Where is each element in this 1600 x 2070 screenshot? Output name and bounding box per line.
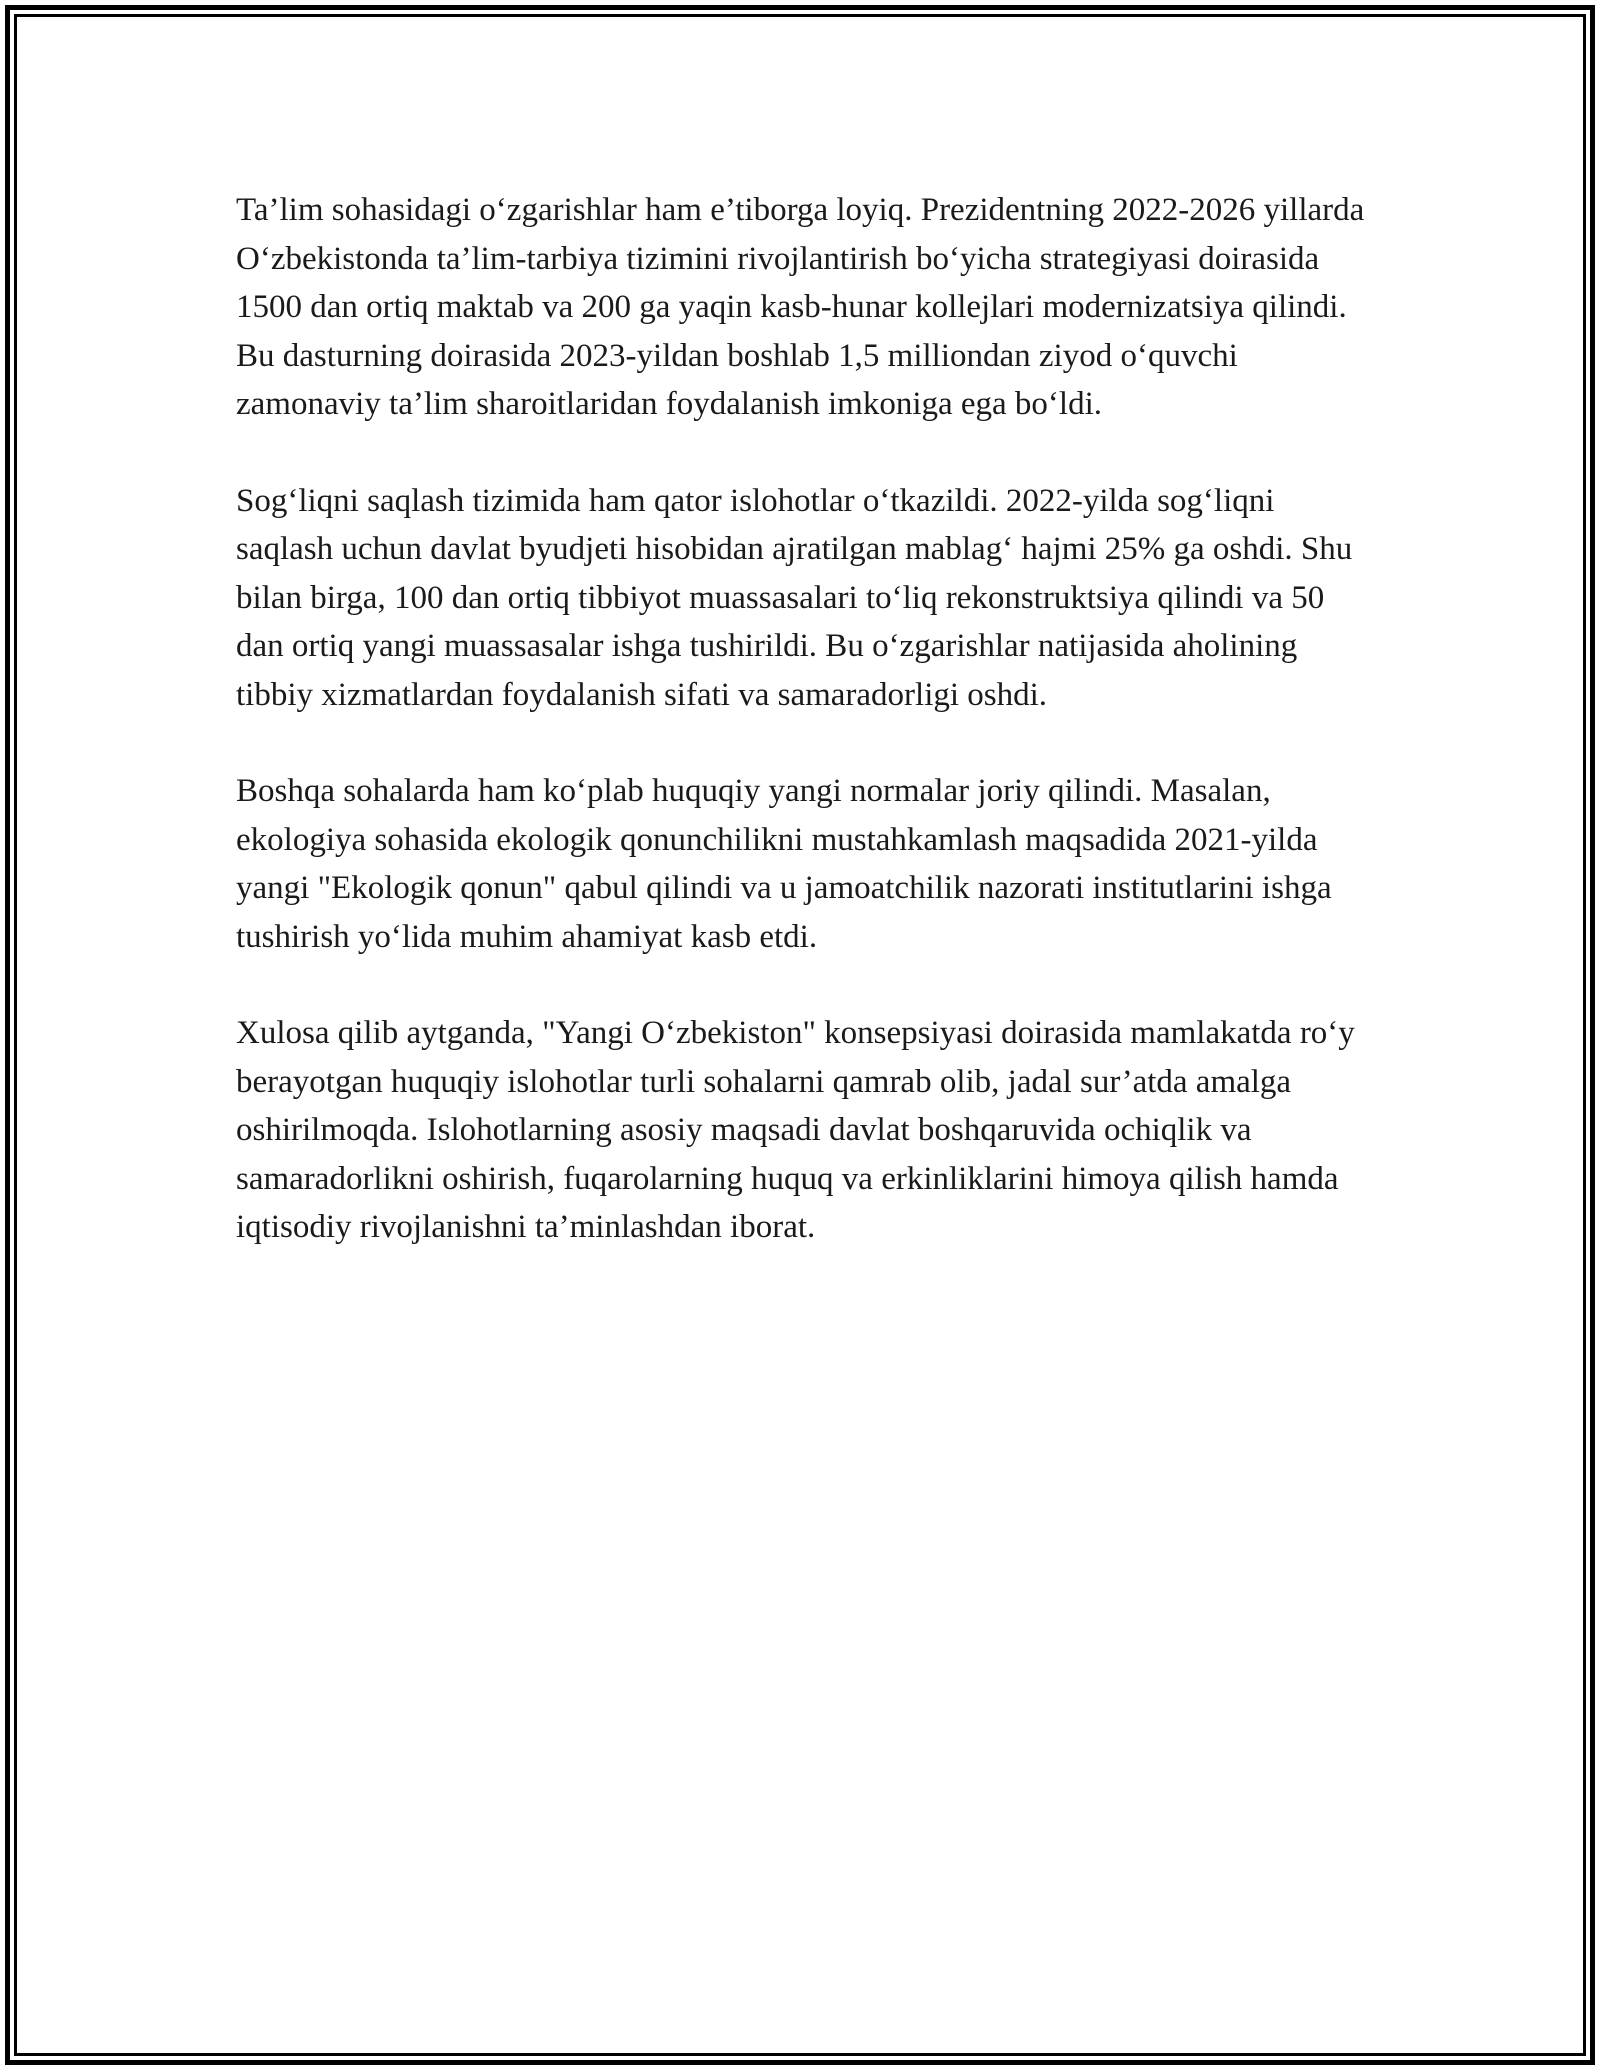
document-body: [236, 186, 1376, 1300]
paragraph-healthcare: Sog‘liqni saqlash tizimida ham qator islohotlar o‘tkazildi. 2022-yilda sog‘liqni saqlash uchun davlat byudjeti hisobidan ajratilgan mablag‘ hajmi 25% ga oshdi. Shu bilan birga, 100 dan ortiq tibbiyot muassasalari to‘liq rekonstruktsiya qilindi va 50 dan ortiq yangi muassasalar ishga tushirildi. Bu o‘zgarishlar natijasida aholining tibbiy xizmatlardan foydalanish sifati va samaradorligi oshdi.: [236, 482, 1353, 713]
paragraph-conclusion: Xulosa qilib aytganda, "Yangi O‘zbekiston" konsepsiyasi doirasida mamlakatda ro‘y berayotgan huquqiy islohotlar turli sohalarni qamrab olib, jadal sur’atda amalga oshirilmoqda. Islohotlarning asosiy maqsadi davlat boshqaruvida ochiqlik va samaradorlikni oshirish, fuqarolarning huquq va erkinliklarini himoya qilish hamda iqtisodiy rivojlanishni ta’minlashdan iborat.: [236, 1015, 1355, 1245]
paragraph-ecology: Boshqa sohalarda ham ko‘plab huquqiy yangi normalar joriy qilindi. Masalan, ekologiya sohasida ekologik qonunchilikni mustahkamlash maqsadida 2021-yilda yangi "Ekologik qonun" qabul qilindi va u jamoatchilik nazorati institutlarini ishga tushirish yo‘lida muhim ahamiyat kasb etdi.: [236, 773, 1332, 955]
paragraph-education: Ta’lim sohasidagi o‘zgarishlar ham e’tiborga loyiq. Prezidentning 2022-2026 yillarda O‘zbekistonda ta’lim-tarbiya tizimini rivojlantirish bo‘yicha strategiyasi doirasida 1500 dan ortiq maktab va 200 ga yaqin kasb-hunar kollejlari modernizatsiya qilindi. Bu dasturning doirasida 2023-yildan boshlab 1,5 milliondan ziyod o‘quvchi zamonaviy ta’lim sharoitlaridan foydalanish imkoniga ega bo‘ldi.: [236, 192, 1365, 422]
